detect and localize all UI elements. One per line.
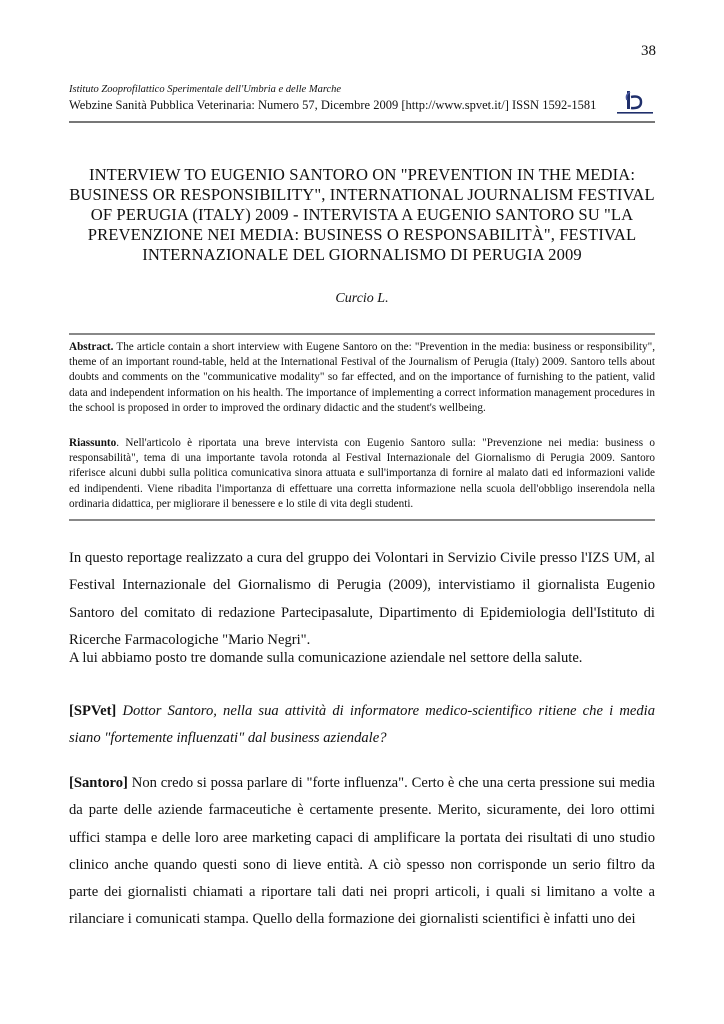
answer-1 (69, 770, 655, 934)
abstract-bottom-divider (69, 519, 655, 521)
riassunto-paragraph (69, 436, 655, 512)
intro-paragraph: In questo reportage realizzato a cura del gruppo dei Volontari in Servizio Civile presso l'IZS UM, al Festival Internazionale del Giornalismo di Perugia (2009), intervistiamo il giornalista Eugenio Santoro del comitato di redazione Partecipasalute, Dipartimento di Epidemiologia dell'Istituto di Ricerche Farmacologiche "Mario Negri". (69, 550, 655, 648)
question-1-text: Dottor Santoro, nella sua attività di informatore medico-scientifico ritiene che i media siano "fortemente influenzati" dal business aziendale? (69, 703, 655, 747)
article-author: Curcio L. (335, 291, 389, 306)
question-1-tag: [SPVet] (69, 703, 117, 719)
spvet-logo-icon (617, 89, 653, 115)
journal-header (69, 83, 655, 114)
header-divider (69, 121, 655, 123)
institute-name: Istituto Zooprofilattico Sperimentale dell'Umbria e delle Marche (69, 84, 342, 95)
intro-paragraph-2: A lui abbiamo posto tre domande sulla comunicazione aziendale nel settore della salute. (69, 650, 583, 666)
page-number: 38 (641, 43, 656, 59)
riassunto-label: Riassunto (69, 437, 117, 449)
abstract-label: Abstract. (69, 341, 114, 353)
abstract-top-divider (69, 333, 655, 335)
webzine-citation: Webzine Sanità Pubblica Veterinaria: Numero 57, Dicembre 2009 [http://www.spvet.it/] ISSN 1592-1581 (69, 98, 597, 112)
answer-1-text: Non credo si possa parlare di "forte influenza". Certo è che una certa pressione sui media da parte delle aziende farmaceutiche è certamente presente. Merito, sicuramente, dei loro ottimi uffici stampa e delle loro aree marketing capaci di amplificare la portata dei risultati di uno studio clinico anche quando questi sono di lieve entità. A ciò spesso non corrisponde un serio filtro da parte dei giornalisti chiamati a riportare tali dati nei propri articoli, i quali si limitano a volte a rilanciare i comunicati stampa. Quello della formazione dei giornalisti scientifici è infatti uno dei (69, 775, 655, 928)
answer-1-tag: [Santoro] (69, 775, 128, 791)
abstract-paragraph (69, 340, 655, 416)
abstract-text: The article contain a short interview with Eugene Santoro on the: "Prevention in the media: business or responsibility", theme of an important round-table, held at the International Festival of the Journalism of Perugia (Italy) 2009. Santoro tells about doubts and comments on the "communicative modality" so far effected, and on the importance of furnishing to the patient, valid data and independent information on his health. The importance of implementing a correct information management procedures in the school is proposed in order to improved the ordinary didactic and the student's wellbeing. (69, 341, 655, 414)
article-title: INTERVIEW TO EUGENIO SANTORO ON "PREVENTION IN THE MEDIA: BUSINESS OR RESPONSIBILITY", INTERNATIONAL JOURNALISM FESTIVAL OF PERUGIA (ITALY) 2009 - INTERVISTA A EUGENIO SANTORO SU "LA PREVENZIONE NEI MEDIA: BUSINESS O RESPONSABILITÀ", FESTIVAL INTERNAZIONALE DEL GIORNALISMO DI PERUGIA 2009 (69, 165, 655, 264)
riassunto-text: . Nell'articolo è riportata una breve intervista con Eugenio Santoro sulla: "Prevenzione nei media: business o responsabilità", tema di una importante tavola rotonda al Festival Internazionale del Giornalismo di Perugia 2009. Santoro riferisce alcuni dubbi sulla politica comunicativa sinora attuata e sull'importanza di fornire al malato dati ed informazioni valide ed indipendenti. Viene ribadita l'importanza di effettuare una corretta informazione nella scuola dell'obbligo inserendola nella ordinaria didattica, per migliorare il benessere e lo stile di vita degli studenti. (69, 437, 655, 510)
question-1 (69, 698, 655, 753)
